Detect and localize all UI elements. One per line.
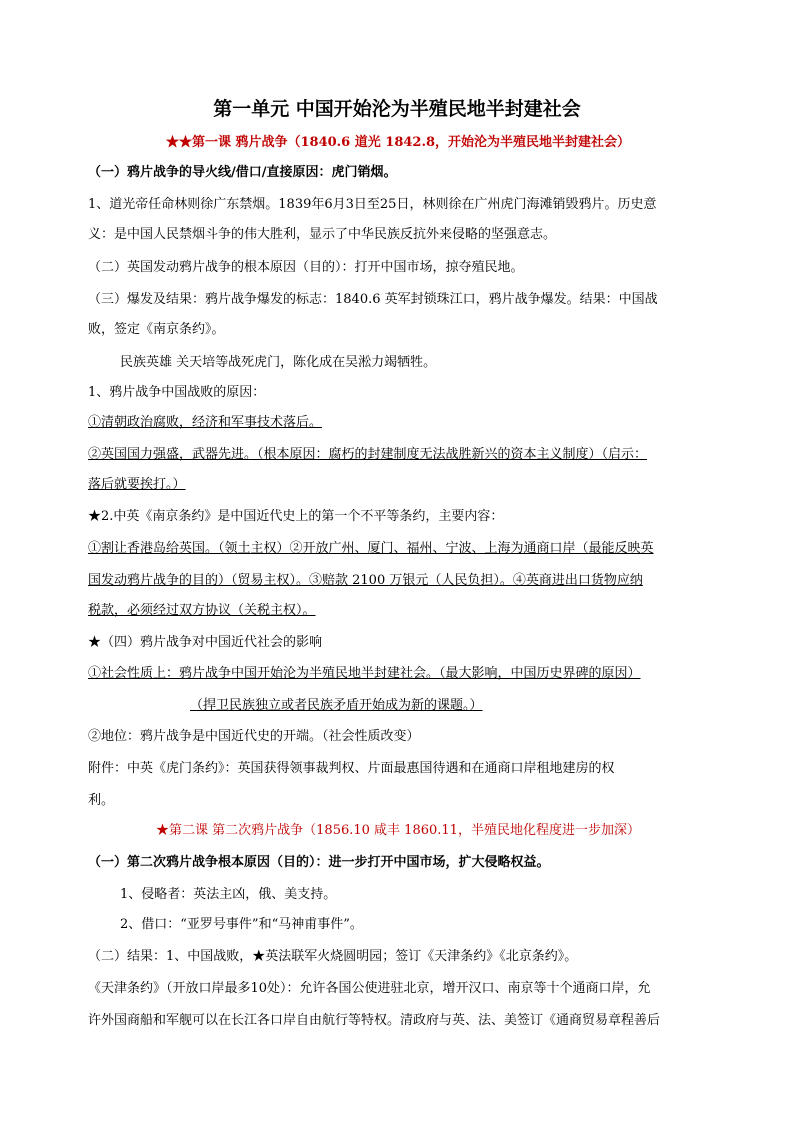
para-line: （三）爆发及结果：鸦片战争爆发的标志：1840.6 英军封锁珠江口，鸦片战争爆发。结果：中国战 <box>88 292 658 307</box>
para-line: ①社会性质上：鸦片战争中国开始沦为半殖民地半封建社会。（最大影响，中国历史界碑的原因） <box>88 666 641 681</box>
para-line: （二）结果：1、中国战败，★英法联军火烧圆明园；签订《天津条约》《北京条约》。 <box>88 949 578 964</box>
para-line: 1、道光帝任命林则徐广东禁烟。1839年6月3日至25日，林则徐在广州虎门海滩销毁鸦片。历史意 <box>88 197 657 212</box>
para-line: 民族英雄 关天培等战死虎门，陈化成在吴淞力竭牺牲。 <box>120 355 437 370</box>
para-line: 1、侵略者：英法主凶，俄、美支持。 <box>120 887 337 902</box>
para-line: ★（四）鸦片战争对中国近代社会的影响 <box>88 635 323 650</box>
page-title: 第一单元 中国开始沦为半殖民地半封建社会 <box>213 98 581 120</box>
para-line: 落后就要挨打。） <box>88 477 186 492</box>
lesson-1-heading: ★★第一课 鸦片战争（1840.6 道光 1842.8，开始沦为半殖民地半封建社会） <box>165 135 631 150</box>
para-line: ②地位：鸦片战争是中国近代史的开端。（社会性质改变） <box>88 729 420 744</box>
para-line: 2、借口：“亚罗号事件”和“马神甫事件”。 <box>120 917 363 932</box>
para-line: ①割让香港岛给英国。（领土主权）②开放广州、厦门、福州、宁波、上海为通商口岸（最能反映英 <box>88 541 654 556</box>
para-line: 败，签定《南京条约》。 <box>88 322 225 337</box>
para-line: 1、鸦片战争中国战败的原因： <box>88 385 266 400</box>
para-line: （一）鸦片战争的导火线/借口/直接原因：虎门销烟。 <box>88 165 397 180</box>
para-line: 国发动鸦片战争的目的）（贸易主权）。③赔款 2100 万银元（人民负担）。④英商进出口货物应纳 <box>88 573 643 588</box>
para-line: （一）第二次鸦片战争根本原因（目的）：进一步打开中国市场，扩大侵略权益。 <box>88 855 550 870</box>
para-line: 附件：中英《虎门条约》：英国获得领事裁判权、片面最惠国待遇和在通商口岸租地建房的权 <box>88 761 615 776</box>
para-line: ②英国国力强盛，武器先进。（根本原因：腐朽的封建制度无法战胜新兴的资本主义制度）（启示： <box>88 447 648 462</box>
para-line: （二）英国发动鸦片战争的根本原因（目的）：打开中国市场，掠夺殖民地。 <box>88 260 524 275</box>
para-line: 税款，必须经过双方协议（关税主权）。 <box>88 603 316 618</box>
para-line: 许外国商船和军舰可以在长江各口岸自由航行等特权。清政府与英、法、美签订《通商贸易章程善后 <box>88 1013 661 1028</box>
para-line: 义：是中国人民禁烟斗争的伟大胜利，显示了中华民族反抗外来侵略的坚强意志。 <box>88 227 557 242</box>
para-line: （捍卫民族独立或者民族矛盾开始成为新的课题。） <box>190 698 483 713</box>
para-line: 利。 <box>88 793 115 808</box>
para-line: 《天津条约》（开放口岸最多10处）：允许各国公使进驻北京，增开汉口、南京等十个通商口岸，允 <box>88 981 651 996</box>
para-line: ★2.中英《南京条约》是中国近代史上的第一个不平等条约，主要内容： <box>88 509 504 524</box>
lesson-2-heading: ★第二课 第二次鸦片战争（1856.10 咸丰 1860.11，半殖民地化程度进一步加深） <box>156 823 640 838</box>
para-line: ①清朝政治腐败，经济和军事技术落后。 <box>88 415 323 430</box>
